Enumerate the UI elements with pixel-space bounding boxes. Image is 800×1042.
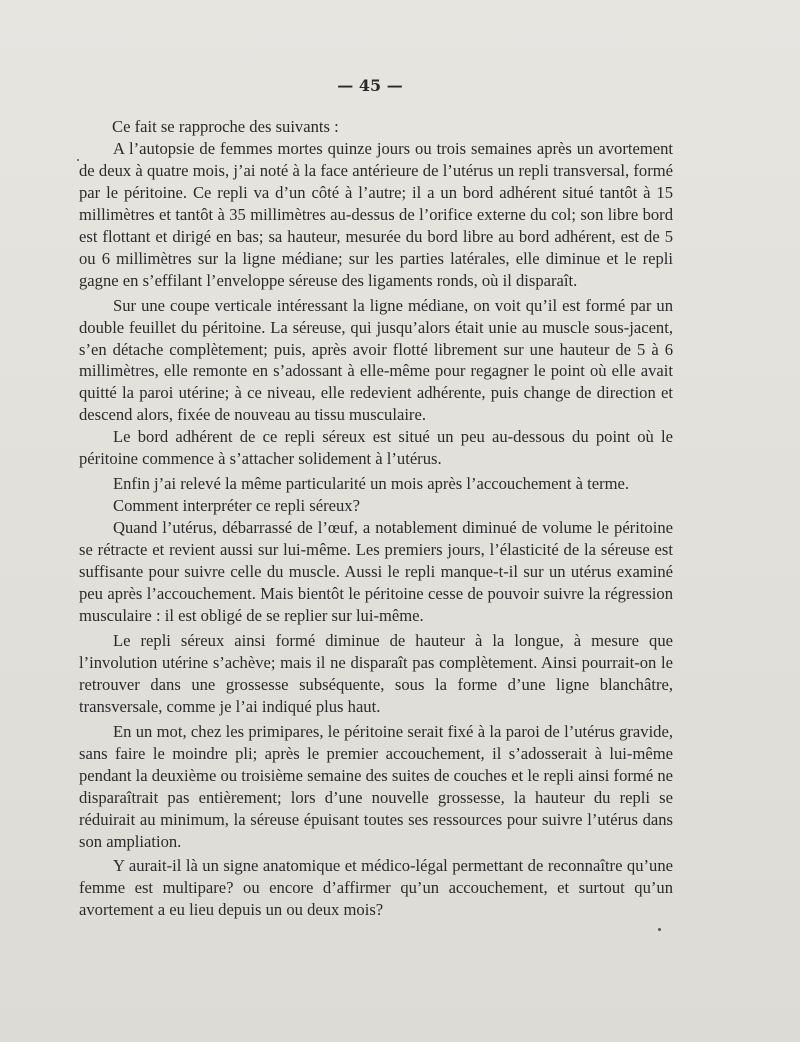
paragraph-4: Le bord adhérent de ce repli séreux est situé un peu au-dessous du point où le péritoine commence à s’attacher solidement à l’utérus. (79, 427, 673, 469)
page-number: — 45 — (337, 76, 403, 95)
paragraph-8: Le repli séreux ainsi formé diminue de hauteur à la longue, à mesure que l’involution utérine s’achève; mais il ne disparaît pas complètement. Ainsi pourrait-on le retrouver dans une grossesse subséquente, sous la forme d’une ligne blanchâtre, transversale, comme je l’ai indiqué plus haut. (79, 630, 673, 716)
print-speck (658, 928, 661, 931)
body-text (79, 116, 673, 921)
paragraph-9: En un mot, chez les primipares, le péritoine serait fixé à la paroi de l’utérus gravide, sans faire le moindre pli; après le premier accouchement, il s’adosserait à lui-même pendant la deuxième ou troisième semaine des suites de couches et le repli ainsi formé ne disparaîtrait pas entièrement; lors d’une nouvelle grossesse, la hauteur du repli se réduirait au minimum, la séreuse épuisant toutes ses ressources pour suivre l’utérus dans son ampliation. (79, 721, 673, 851)
paragraph-5: Enfin j’ai relevé la même particularité un mois après l’accouchement à terme. (113, 474, 630, 494)
print-speck (77, 159, 79, 161)
paragraph-3: Sur une coupe verticale intéressant la ligne médiane, on voit qu’il est formé par un double feuillet du péritoine. La séreuse, qui jusqu’alors était unie au muscle sous-jacent, s’en détache complètement; puis, après avoir flotté librement sur une hauteur de 5 à 6 millimètres, elle remonte en s’adossant à elle-même pour regagner le point où elle avait quitté la paroi utérine; à ce niveau, elle redevient adhérente, puis change de direction et descend alors, fixée de nouveau au tissu musculaire. (79, 295, 673, 425)
paragraph-6: Comment interpréter ce repli séreux? (113, 496, 360, 516)
paragraph-7: Quand l’utérus, débarrassé de l’œuf, a notablement diminué de volume le péritoine se rétracte et revient aussi sur lui-même. Les premiers jours, l’élasticité de la séreuse est suffisante pour suivre celle du muscle. Aussi le repli manque-t-il sur un utérus examiné peu après l’accouchement. Mais bientôt le péritoine cesse de pouvoir suivre la régression musculaire : il est obligé de se replier sur lui-même. (79, 518, 673, 625)
paragraph-1: Ce fait se rapproche des suivants : (112, 117, 339, 136)
paragraph-2: A l’autopsie de femmes mortes quinze jours ou trois semaines après un avortement de deux à quatre mois, j’ai noté à la face antérieure de l’utérus un repli transversal, formé par le péritoine. Ce repli va d’un côté à l’autre; il a un bord adhérent situé tantôt à 15 millimètres et tantôt à 35 millimètres au-dessus de l’orifice externe du col; son libre bord est flottant et dirigé en bas; sa hauteur, mesurée du bord libre au bord adhérent, est de 5 ou 6 millimètres sur la ligne médiane; sur les parties latérales, elle diminue et le repli gagne en s’effilant l’enveloppe séreuse des ligaments ronds, où il disparaît. (79, 138, 673, 290)
paragraph-10: Y aurait-il là un signe anatomique et médico-légal permettant de reconnaître qu’une femme est multipare? ou encore d’affirmer qu’un accouchement, et surtout qu’un avortement a eu lieu depuis un ou deux mois? (79, 856, 673, 920)
